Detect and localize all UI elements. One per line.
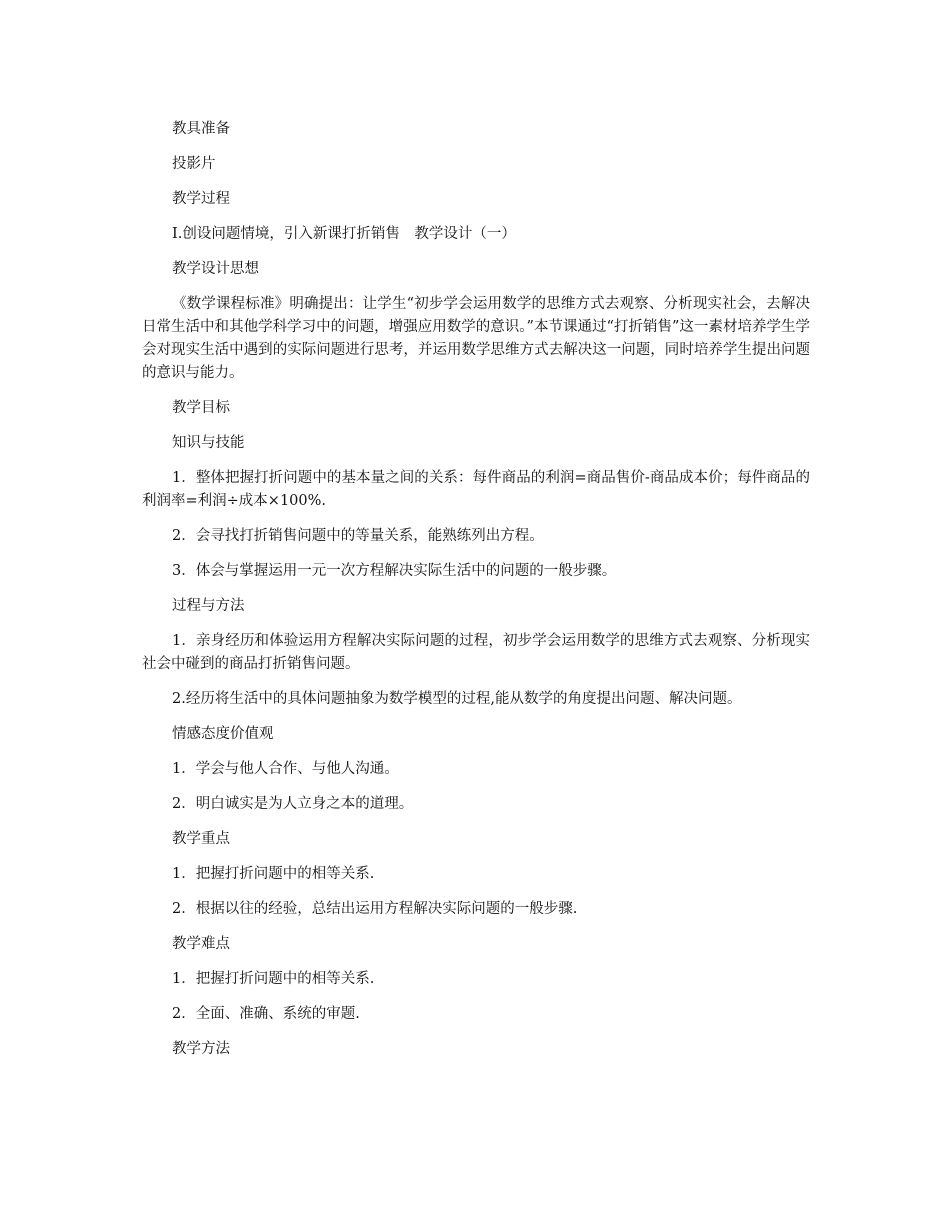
knowledge-item-3: 3．体会与掌握运用一元一次方程解决实际生活中的问题的一般步骤。 xyxy=(172,563,617,579)
subheading-process-method: 过程与方法 xyxy=(172,598,245,614)
key-point-item-1: 1．把握打折问题中的相等关系. xyxy=(172,866,375,882)
process-item-2: 2.经历将生活中的具体问题抽象为数学模型的过程,能从数学的角度提出问题、解决问题。 xyxy=(172,691,742,707)
knowledge-item-2: 2．会寻找打折销售问题中的等量关系，能熟练列出方程。 xyxy=(172,528,544,544)
section-heading-design-idea: 教学设计思想 xyxy=(172,261,259,277)
section-heading-teaching-method: 教学方法 xyxy=(172,1041,230,1057)
design-idea-paragraph: 《数学课程标准》明确提出：让学生“初步学会运用数学的思维方式去观察、分析现实社会，去解决日常生活中和其他学科学习中的问题，增强应用数学的意识。”本节课通过“打折销售”这一素材培养学生学会对现实生活中遇到的实际问题进行思考，并运用数学思维方式去解决这一问题，同时培养学生提出问题的意识与能力。 xyxy=(142,296,810,381)
subheading-attitude-values: 情感态度价值观 xyxy=(172,726,274,742)
attitude-item-2: 2．明白诚实是为人立身之本的道理。 xyxy=(172,796,414,812)
section-heading-teaching-aids: 教具准备 xyxy=(172,121,230,137)
section-heading-difficulties: 教学难点 xyxy=(172,936,230,952)
key-point-item-2: 2．根据以往的经验，总结出运用方程解决实际问题的一般步骤. xyxy=(172,901,578,917)
teaching-aids-item: 投影片 xyxy=(172,156,216,172)
subheading-knowledge-skills: 知识与技能 xyxy=(172,435,245,451)
knowledge-item-1: 1．整体把握打折问题中的基本量之间的关系：每件商品的利润=商品售价-商品成本价；每件商品的利润率=利润÷成本×100%. xyxy=(142,470,810,509)
difficulty-item-2: 2．全面、准确、系统的审题. xyxy=(172,1006,360,1022)
process-step-heading: Ⅰ.创设问题情境，引入新课打折销售 教学设计（一） xyxy=(172,226,516,242)
document-body xyxy=(142,118,810,1073)
section-heading-teaching-process: 教学过程 xyxy=(172,191,230,207)
attitude-item-1: 1．学会与他人合作、与他人沟通。 xyxy=(172,761,399,777)
section-heading-teaching-goals: 教学目标 xyxy=(172,400,230,416)
difficulty-item-1: 1．把握打折问题中的相等关系. xyxy=(172,971,375,987)
section-heading-key-points: 教学重点 xyxy=(172,831,230,847)
process-item-1: 1．亲身经历和体验运用方程解决实际问题的过程，初步学会运用数学的思维方式去观察、分析现实社会中碰到的商品打折销售问题。 xyxy=(142,633,810,672)
